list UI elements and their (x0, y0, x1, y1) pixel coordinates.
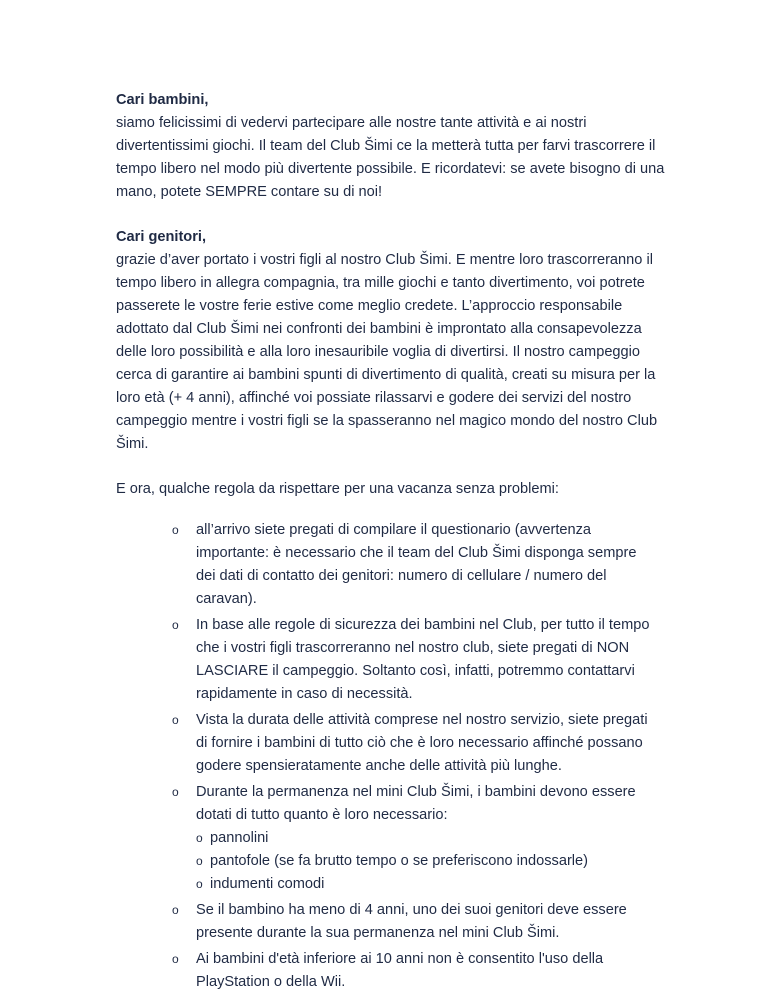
bullet-icon: o (172, 618, 179, 632)
rules-list (116, 519, 676, 994)
sub-item-text: pannolini (210, 830, 269, 846)
parents-paragraph: grazie d’aver portato i vostri figli al nostro Club Šimi. E mentre loro trascorreranno il tempo libero in allegra compagnia, tra mille giochi e tanto divertimento, voi potrete passerete le vostre ferie estive come meglio credete. L’approccio responsabile adottato dal Club Šimi nei confronti dei bambini è improntato alla consapevolezza delle loro possibilità e alla loro inesauribile voglia di divertirsi. Il nostro campeggio cerca di garantire ai bambini spunti di divertimento di qualità, creati su misura per la loro età (+ 4 anni), affinché voi possiate rilassarvi e godere dei servizi del nostro campeggio mentre i vostri figli se la spasseranno nel magico mondo del nostro Club Šimi. (116, 252, 658, 452)
bullet-icon: o (172, 713, 179, 727)
bullet-icon: o (172, 523, 179, 537)
rules-intro: E ora, qualche regola da rispettare per una vacanza senza problemi: (116, 481, 559, 497)
rule-item (116, 781, 656, 896)
sub-item-text: indumenti comodi (210, 876, 325, 892)
rule-text: all’arrivo siete pregati di compilare il questionario (avvertenza importante: è necessario che il team del Club Šimi disponga sempre dei dati di contatto dei genitori: numero di cellulare / numero del caravan). (196, 522, 637, 607)
rule-item (116, 899, 656, 945)
sub-item-text: pantofole (se fa brutto tempo o se preferiscono indossarle) (210, 853, 589, 869)
bullet-icon: o (172, 903, 179, 917)
sub-bullet-icon: o (196, 877, 203, 891)
rule-item (116, 948, 656, 994)
rule-item (116, 614, 656, 706)
rule-item (116, 519, 656, 611)
kids-heading: Cari bambini, (116, 92, 209, 108)
parents-heading: Cari genitori, (116, 229, 207, 245)
rule-text: Durante la permanenza nel mini Club Šimi, i bambini devono essere dotati di tutto quanto è loro necessario: (196, 784, 636, 823)
kids-paragraph: siamo felicissimi di vedervi partecipare alle nostre tante attività e ai nostri divertentissimi giochi. Il team del Club Šimi ce la metterà tutta per farvi trascorrere il tempo libero nel modo più divertente possibile. E ricordatevi: se avete bisogno di una mano, potete SEMPRE contare su di noi! (116, 115, 665, 200)
sub-item (196, 873, 656, 896)
rule-text: Vista la durata delle attività comprese nel nostro servizio, siete pregati di fornire i bambini di tutto ciò che è loro necessario affinché possano godere spensieratamente anche delle attività più lunghe. (196, 712, 648, 774)
document-page (116, 89, 676, 997)
bullet-icon: o (172, 785, 179, 799)
sub-bullet-icon: o (196, 831, 203, 845)
bullet-icon: o (172, 952, 179, 966)
rule-text: Ai bambini d'età inferiore ai 10 anni non è consentito l'uso della PlayStation o della Wii. (196, 951, 604, 990)
sub-list (196, 827, 656, 896)
sub-item (196, 850, 656, 873)
rule-text: In base alle regole di sicurezza dei bambini nel Club, per tutto il tempo che i vostri figli trascorreranno nel nostro club, siete pregati di NON LASCIARE il campeggio. Soltanto così, infatti, potremmo contattarvi rapidamente in caso di necessità. (196, 617, 650, 702)
sub-item (196, 827, 656, 850)
rule-item (116, 709, 656, 778)
rule-text: Se il bambino ha meno di 4 anni, uno dei suoi genitori deve essere presente durante la sua permanenza nel mini Club Šimi. (196, 902, 627, 941)
sub-bullet-icon: o (196, 854, 203, 868)
